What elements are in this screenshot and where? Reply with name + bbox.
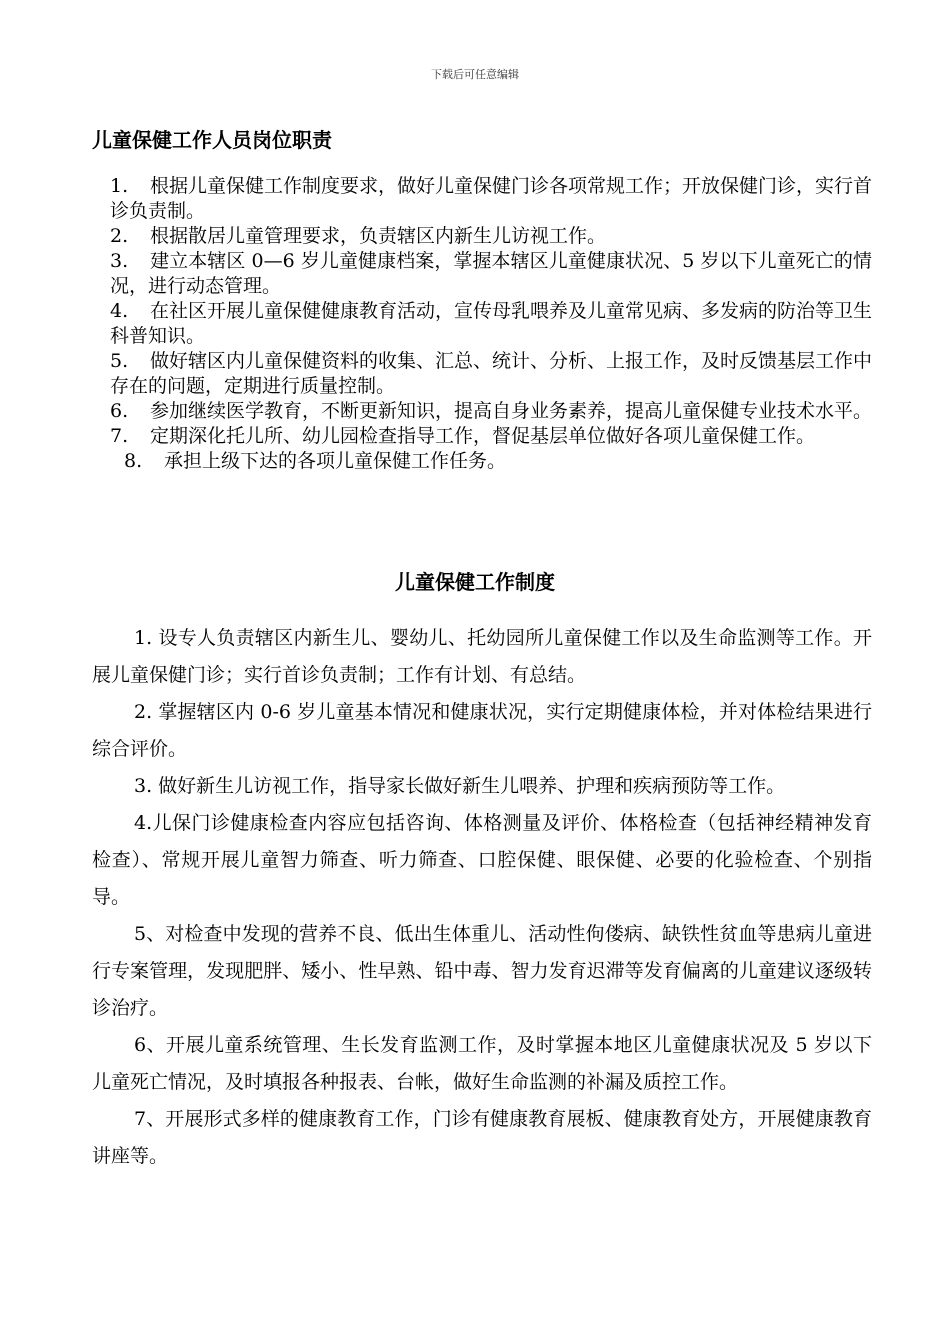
duty-number: 6. xyxy=(110,400,129,422)
duties-list xyxy=(92,174,872,474)
duty-text: 建立本辖区 0—6 岁儿童健康档案，掌握本辖区儿童健康状况、5 岁以下儿童死亡的情况，进行动态管理。 xyxy=(110,250,872,297)
rule-item: 7、开展形式多样的健康教育工作，门诊有健康教育展板、健康教育处方，开展健康教育讲座等。 xyxy=(92,1108,872,1167)
duty-item xyxy=(92,399,872,424)
duty-item xyxy=(92,224,872,249)
rule-item: 5、对检查中发现的营养不良、低出生体重儿、活动性佝偻病、缺铁性贫血等患病儿童进行专案管理，发现肥胖、矮小、性早熟、铅中毒、智力发育迟滞等发育偏离的儿童建议逐级转诊治疗。 xyxy=(92,923,872,1019)
duty-item xyxy=(92,299,872,349)
duty-number: 3. xyxy=(110,250,129,272)
rule-item: 4.儿保门诊健康检查内容应包括咨询、体格测量及评价、体格检查（包括神经精神发育检查）、常规开展儿童智力筛查、听力筛查、口腔保健、眼保健、必要的化验检查、个别指导。 xyxy=(92,812,872,908)
duty-item xyxy=(92,424,872,449)
duty-number: 7. xyxy=(110,425,129,447)
duty-text: 做好辖区内儿童保健资料的收集、汇总、统计、分析、上报工作，及时反馈基层工作中存在的问题，定期进行质量控制。 xyxy=(110,350,873,397)
rules-list xyxy=(92,620,872,1175)
duty-number: 2. xyxy=(110,225,129,247)
duty-text: 在社区开展儿童保健健康教育活动，宣传母乳喂养及儿童常见病、多发病的防治等卫生科普知识。 xyxy=(110,300,873,347)
duty-item xyxy=(92,249,872,299)
rule-item: 2. 掌握辖区内 0-6 岁儿童基本情况和健康状况，实行定期健康体检，并对体检结果进行综合评价。 xyxy=(92,701,872,760)
duty-text: 承担上级下达的各项儿童保健工作任务。 xyxy=(164,450,507,472)
duty-text: 参加继续医学教育，不断更新知识，提高自身业务素养，提高儿童保健专业技术水平。 xyxy=(150,400,873,422)
duty-text: 根据散居儿童管理要求，负责辖区内新生儿访视工作。 xyxy=(150,225,607,247)
duty-number: 8. xyxy=(124,450,143,472)
section-title-rules: 儿童保健工作制度 xyxy=(395,570,555,594)
duty-text: 根据儿童保健工作制度要求，做好儿童保健门诊各项常规工作；开放保健门诊，实行首诊负责制。 xyxy=(110,175,873,222)
duty-number: 4. xyxy=(110,300,129,322)
rule-item: 1. 设专人负责辖区内新生儿、婴幼儿、托幼园所儿童保健工作以及生命监测等工作。开展儿童保健门诊；实行首诊负责制；工作有计划、有总结。 xyxy=(92,627,872,686)
duty-number: 5. xyxy=(110,350,129,372)
rule-item: 6、开展儿童系统管理、生长发育监测工作，及时掌握本地区儿童健康状况及 5 岁以下儿童死亡情况，及时填报各种报表、台帐，做好生命监测的补漏及质控工作。 xyxy=(92,1034,872,1093)
duty-item xyxy=(92,449,872,474)
rule-item: 3. 做好新生儿访视工作，指导家长做好新生儿喂养、护理和疾病预防等工作。 xyxy=(134,775,786,797)
duty-number: 1. xyxy=(110,175,129,197)
page-header-note: 下载后可任意编辑 xyxy=(431,68,519,81)
section-title-duties: 儿童保健工作人员岗位职责 xyxy=(92,128,332,152)
duty-item xyxy=(92,349,872,399)
duty-text: 定期深化托儿所、幼儿园检查指导工作，督促基层单位做好各项儿童保健工作。 xyxy=(150,425,816,447)
duty-item xyxy=(92,174,872,224)
